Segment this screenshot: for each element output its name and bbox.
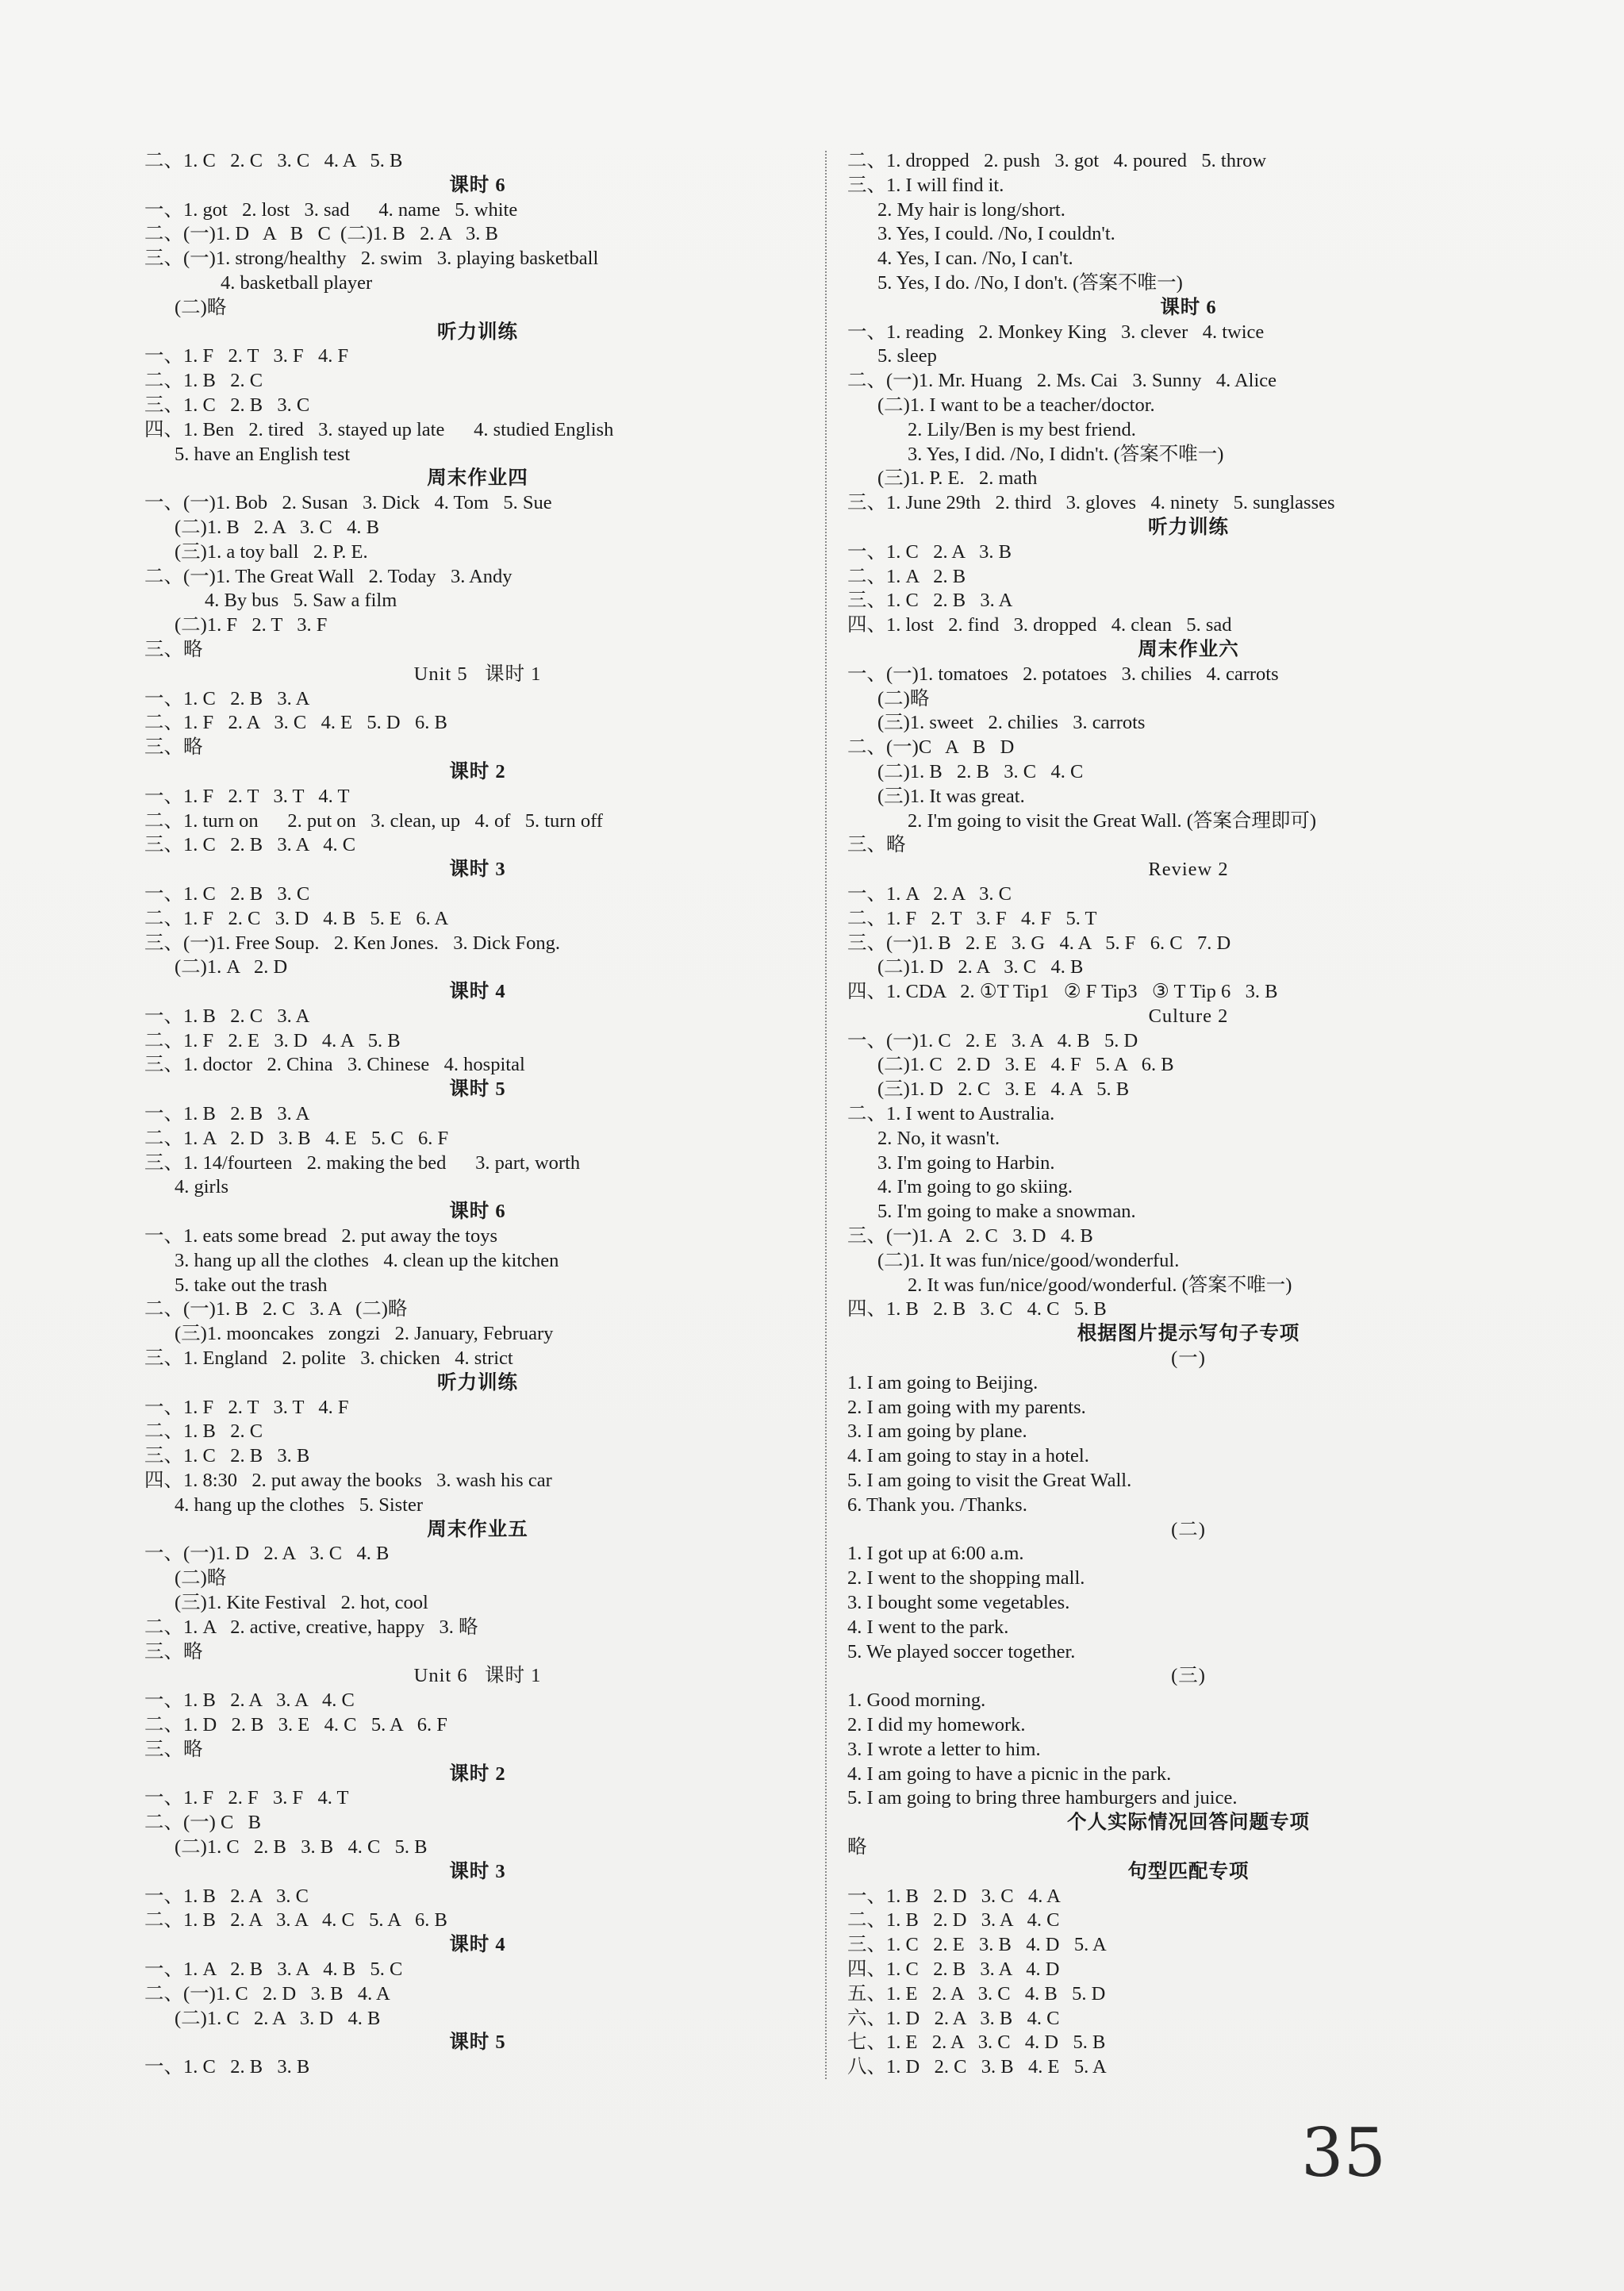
answer-line: 4. girls <box>175 1176 229 1198</box>
answer-line: 二、1. dropped 2. push 3. got 4. poured 5. throw <box>847 150 1267 171</box>
section-heading: 听力训练 <box>437 321 518 343</box>
answer-line: 二、1. C 2. C 3. C 4. A 5. B <box>144 150 403 171</box>
answer-line: 4. I am going to have a picnic in the park. <box>847 1762 1172 1785</box>
answer-line: 三、略 <box>144 638 203 660</box>
answer-line: 一、(一)1. C 2. E 3. A 4. B 5. D <box>847 1029 1138 1051</box>
answer-line: 二、(一) C B <box>144 1812 261 1834</box>
section-heading: 根据图片提示写句子专项 <box>1077 1323 1300 1345</box>
section-heading: (一) <box>1171 1347 1206 1370</box>
answer-line: (二)1. D 2. A 3. C 4. B <box>877 956 1084 978</box>
answer-line: (二)1. F 2. T 3. F <box>175 614 328 636</box>
answer-line: 二、(一)1. B 2. C 3. A (二)略 <box>144 1298 408 1320</box>
answer-line: 三、1. 14/fourteen 2. making the bed 3. part, worth <box>144 1151 581 1174</box>
section-heading: 课时 6 <box>449 174 506 196</box>
answer-line: 三、(一)1. strong/healthy 2. swim 3. playing basketball <box>144 248 599 270</box>
answer-line: 一、1. B 2. A 3. A 4. C <box>144 1689 355 1712</box>
answer-line: 1. I got up at 6:00 a.m. <box>847 1543 1024 1565</box>
answer-line: 一、(一)1. D 2. A 3. C 4. B <box>144 1543 390 1565</box>
answer-line: (三)1. sweet 2. chilies 3. carrots <box>877 712 1146 734</box>
section-heading: 课时 2 <box>449 760 506 782</box>
answer-line: 4. I am going to stay in a hotel. <box>847 1445 1089 1467</box>
answer-line: 一、1. B 2. D 3. C 4. A <box>847 1885 1061 1907</box>
answer-line: 二、1. B 2. A 3. A 4. C 5. A 6. B <box>144 1909 447 1932</box>
answer-line: 二、1. D 2. B 3. E 4. C 5. A 6. F <box>144 1714 447 1736</box>
answer-line: 6. Thank you. /Thanks. <box>847 1493 1027 1516</box>
answer-line: (三)1. mooncakes zongzi 2. January, February <box>175 1323 554 1345</box>
answer-line: 5. I'm going to make a snowman. <box>877 1201 1136 1223</box>
answer-line: 一、1. C 2. B 3. A <box>144 687 310 709</box>
section-heading: 课时 6 <box>1160 296 1217 318</box>
answer-line: (二)1. B 2. A 3. C 4. B <box>175 516 379 538</box>
answer-line: 2. I went to the shopping mall. <box>847 1567 1085 1589</box>
answer-line: 四、1. 8:30 2. put away the books 3. wash his car <box>144 1470 552 1492</box>
answer-line: 三、1. C 2. B 3. C <box>144 394 310 416</box>
answer-line: (三)1. a toy ball 2. P. E. <box>175 540 368 563</box>
answer-line: 2. I am going with my parents. <box>847 1396 1086 1418</box>
answer-line: 略 <box>847 1835 867 1858</box>
answer-line: 一、1. F 2. T 3. T 4. F <box>144 1396 349 1418</box>
page-number: 35 <box>1301 2114 1386 2192</box>
answer-line: (二)略 <box>175 1567 227 1589</box>
answer-line: (二)1. C 2. D 3. E 4. F 5. A 6. B <box>877 1054 1174 1076</box>
answer-line: (三)1. P. E. 2. math <box>877 467 1038 490</box>
answer-line: 四、1. C 2. B 3. A 4. D <box>847 1958 1060 1980</box>
section-heading: 课时 5 <box>449 2032 506 2054</box>
section-heading: Review 2 <box>1148 859 1229 881</box>
answer-line: 二、1. F 2. E 3. D 4. A 5. B <box>144 1029 401 1051</box>
answer-line: 一、1. eats some bread 2. put away the toys <box>144 1225 497 1247</box>
answer-line: 2. Lily/Ben is my best friend. <box>908 418 1136 440</box>
answer-line: 一、(一)1. Bob 2. Susan 3. Dick 4. Tom 5. Sue <box>144 492 552 514</box>
section-heading: Culture 2 <box>1148 1005 1229 1027</box>
answer-line: 1. I am going to Beijing. <box>847 1371 1039 1393</box>
answer-line: 一、1. A 2. A 3. C <box>847 882 1012 905</box>
answer-line: 二、(一)1. D A B C (二)1. B 2. A 3. B <box>144 223 498 245</box>
answer-line: 3. Yes, I did. /No, I didn't. (答案不唯一) <box>908 443 1224 465</box>
answer-line: 一、1. got 2. lost 3. sad 4. name 5. white <box>144 198 518 221</box>
answer-line: 三、1. C 2. B 3. A 4. C <box>144 834 356 856</box>
answer-line: 5. take out the trash <box>175 1274 328 1296</box>
answer-line: 一、1. reading 2. Monkey King 3. clever 4. twice <box>847 321 1265 343</box>
section-heading: 课时 5 <box>449 1078 506 1101</box>
answer-line: 五、1. E 2. A 3. C 4. B 5. D <box>847 1982 1106 2005</box>
answer-line: 一、1. A 2. B 3. A 4. B 5. C <box>144 1958 403 1980</box>
answer-line: 三、(一)1. Free Soup. 2. Ken Jones. 3. Dick Fong. <box>144 932 560 954</box>
answer-line: 八、1. D 2. C 3. B 4. E 5. A <box>847 2056 1107 2078</box>
answer-line: 2. I'm going to visit the Great Wall. (答案合理即可) <box>908 809 1317 832</box>
answer-line: 3. Yes, I could. /No, I couldn't. <box>877 223 1115 245</box>
answer-line: 四、1. Ben 2. tired 3. stayed up late 4. studied English <box>144 418 614 440</box>
answer-line: 2. I did my homework. <box>847 1714 1026 1736</box>
section-heading: Unit 6 课时 1 <box>413 1665 542 1687</box>
answer-line: 三、1. England 2. polite 3. chicken 4. strict <box>144 1347 513 1370</box>
section-heading: 课时 6 <box>449 1201 506 1223</box>
answer-line: 四、1. lost 2. find 3. dropped 4. clean 5. sad <box>847 614 1232 636</box>
answer-line: 一、1. B 2. C 3. A <box>144 1005 310 1027</box>
left-answer-column <box>144 149 811 2080</box>
answer-line: 二、1. turn on 2. put on 3. clean, up 4. of 5. turn off <box>144 809 603 832</box>
answer-line: 4. basketball player <box>221 271 373 294</box>
section-heading: 课时 3 <box>449 859 506 881</box>
answer-line: (三)1. It was great. <box>877 785 1025 807</box>
section-heading: Unit 5 课时 1 <box>413 663 542 685</box>
answer-line: (二)1. It was fun/nice/good/wonderful. <box>877 1249 1180 1271</box>
answer-line: 三、略 <box>847 834 906 856</box>
answer-line: 一、1. C 2. B 3. C <box>144 882 310 905</box>
answer-line: 4. I went to the park. <box>847 1616 1009 1638</box>
answer-line: 3. I'm going to Harbin. <box>877 1151 1055 1174</box>
answer-line: (三)1. Kite Festival 2. hot, cool <box>175 1592 428 1614</box>
answer-line: 5. I am going to visit the Great Wall. <box>847 1470 1132 1492</box>
answer-line: 三、1. C 2. E 3. B 4. D 5. A <box>847 1934 1107 1956</box>
answer-line: 一、(一)1. tomatoes 2. potatoes 3. chilies 4. carrots <box>847 663 1279 685</box>
section-heading: 课时 4 <box>449 1934 506 1956</box>
section-heading: 课时 4 <box>449 981 506 1003</box>
answer-line: 5. I am going to bring three hamburgers and juice. <box>847 1787 1238 1809</box>
section-heading: 周末作业四 <box>427 467 528 490</box>
answer-line: 三、1. June 29th 2. third 3. gloves 4. ninety 5. sunglasses <box>847 492 1335 514</box>
answer-line: 一、1. F 2. T 3. T 4. T <box>144 785 350 807</box>
answer-line: 5. We played soccer together. <box>847 1640 1076 1663</box>
answer-line: 三、略 <box>144 1640 203 1663</box>
answer-line: 三、略 <box>144 1738 203 1760</box>
answer-line: 二、1. F 2. A 3. C 4. E 5. D 6. B <box>144 712 447 734</box>
answer-line: 3. hang up all the clothes 4. clean up the kitchen <box>175 1249 559 1271</box>
answer-line: 一、1. F 2. T 3. F 4. F <box>144 345 349 367</box>
answer-line: 3. I bought some vegetables. <box>847 1592 1070 1614</box>
answer-line: (二)1. I want to be a teacher/doctor. <box>877 394 1155 416</box>
answer-line: 2. It was fun/nice/good/wonderful. (答案不唯一) <box>908 1274 1292 1296</box>
answer-line: 4. hang up the clothes 5. Sister <box>175 1493 424 1516</box>
answer-line: 4. I'm going to go skiing. <box>877 1176 1073 1198</box>
section-heading: 听力训练 <box>437 1371 518 1393</box>
answer-line: 二、(一)1. C 2. D 3. B 4. A <box>144 1982 390 2005</box>
answer-line: (三)1. D 2. C 3. E 4. A 5. B <box>877 1078 1130 1101</box>
answer-line: (二)略 <box>877 687 930 709</box>
section-heading: 课时 2 <box>449 1762 506 1785</box>
answer-line: 4. By bus 5. Saw a film <box>205 590 397 612</box>
answer-line: (二)1. A 2. D <box>175 956 288 978</box>
answer-line: 4. Yes, I can. /No, I can't. <box>877 248 1073 270</box>
answer-line: 3. I am going by plane. <box>847 1420 1027 1443</box>
answer-line: 六、1. D 2. A 3. B 4. C <box>847 2007 1060 2029</box>
answer-line: 2. My hair is long/short. <box>877 198 1065 221</box>
section-heading: 句型匹配专项 <box>1127 1860 1250 1882</box>
answer-line: (二)1. B 2. B 3. C 4. C <box>877 760 1084 782</box>
answer-line: 二、1. A 2. D 3. B 4. E 5. C 6. F <box>144 1127 449 1149</box>
section-heading: (三) <box>1171 1665 1206 1687</box>
section-heading: 个人实际情况回答问题专项 <box>1067 1812 1310 1834</box>
answer-line: 一、1. B 2. B 3. A <box>144 1103 310 1125</box>
answer-line: 四、1. CDA 2. ①T Tip1 ② F Tip3 ③ T Tip 6 3. B <box>847 981 1278 1003</box>
answer-line: 七、1. E 2. A 3. C 4. D 5. B <box>847 2032 1106 2054</box>
answer-line: 5. sleep <box>877 345 937 367</box>
answer-line: (二)略 <box>175 296 227 318</box>
answer-line: 四、1. B 2. B 3. C 4. C 5. B <box>847 1298 1107 1320</box>
answer-line: 二、1. A 2. active, creative, happy 3. 略 <box>144 1616 478 1638</box>
answer-line: 三、1. C 2. B 3. B <box>144 1445 310 1467</box>
answer-line: 二、(一)1. The Great Wall 2. Today 3. Andy <box>144 565 513 587</box>
section-heading: 听力训练 <box>1148 516 1229 538</box>
answer-line: 三、1. doctor 2. China 3. Chinese 4. hospital <box>144 1054 525 1076</box>
section-heading: 周末作业六 <box>1138 638 1239 660</box>
answer-line: 二、1. B 2. D 3. A 4. C <box>847 1909 1060 1932</box>
right-answer-column <box>847 149 1530 2080</box>
answer-line: 二、(一)1. Mr. Huang 2. Ms. Cai 3. Sunny 4. Alice <box>847 370 1277 392</box>
section-heading: (二) <box>1171 1518 1206 1540</box>
answer-line: 5. Yes, I do. /No, I don't. (答案不唯一) <box>877 271 1183 294</box>
answer-line: 二、1. B 2. C <box>144 1420 263 1443</box>
section-heading: 课时 3 <box>449 1860 506 1882</box>
answer-line: 三、1. I will find it. <box>847 174 1004 196</box>
answer-line: 三、(一)1. B 2. E 3. G 4. A 5. F 6. C 7. D <box>847 932 1231 954</box>
answer-line: 1. Good morning. <box>847 1689 986 1712</box>
answer-line: 三、1. C 2. B 3. A <box>847 590 1013 612</box>
answer-line: 一、1. B 2. A 3. C <box>144 1885 309 1907</box>
answer-line: 2. No, it wasn't. <box>877 1127 1000 1149</box>
answer-line: 一、1. C 2. B 3. B <box>144 2056 310 2078</box>
answer-line: 二、1. A 2. B <box>847 565 966 587</box>
answer-line: 二、1. I went to Australia. <box>847 1103 1055 1125</box>
answer-line: 一、1. F 2. F 3. F 4. T <box>144 1787 349 1809</box>
answer-line: 三、(一)1. A 2. C 3. D 4. B <box>847 1225 1093 1247</box>
answer-line: 3. I wrote a letter to him. <box>847 1738 1041 1760</box>
section-heading: 周末作业五 <box>427 1518 528 1540</box>
answer-line: (二)1. C 2. B 3. B 4. C 5. B <box>175 1835 428 1858</box>
answer-line: (二)1. C 2. A 3. D 4. B <box>175 2007 381 2029</box>
answer-line: 三、略 <box>144 736 203 759</box>
answer-line: 二、(一)C A B D <box>847 736 1015 759</box>
answer-line: 5. have an English test <box>175 443 351 465</box>
answer-line: 二、1. F 2. C 3. D 4. B 5. E 6. A <box>144 907 449 929</box>
answer-line: 一、1. C 2. A 3. B <box>847 540 1012 563</box>
column-divider <box>825 151 827 2079</box>
answer-line: 二、1. B 2. C <box>144 370 263 392</box>
answer-line: 二、1. F 2. T 3. F 4. F 5. T <box>847 907 1097 929</box>
